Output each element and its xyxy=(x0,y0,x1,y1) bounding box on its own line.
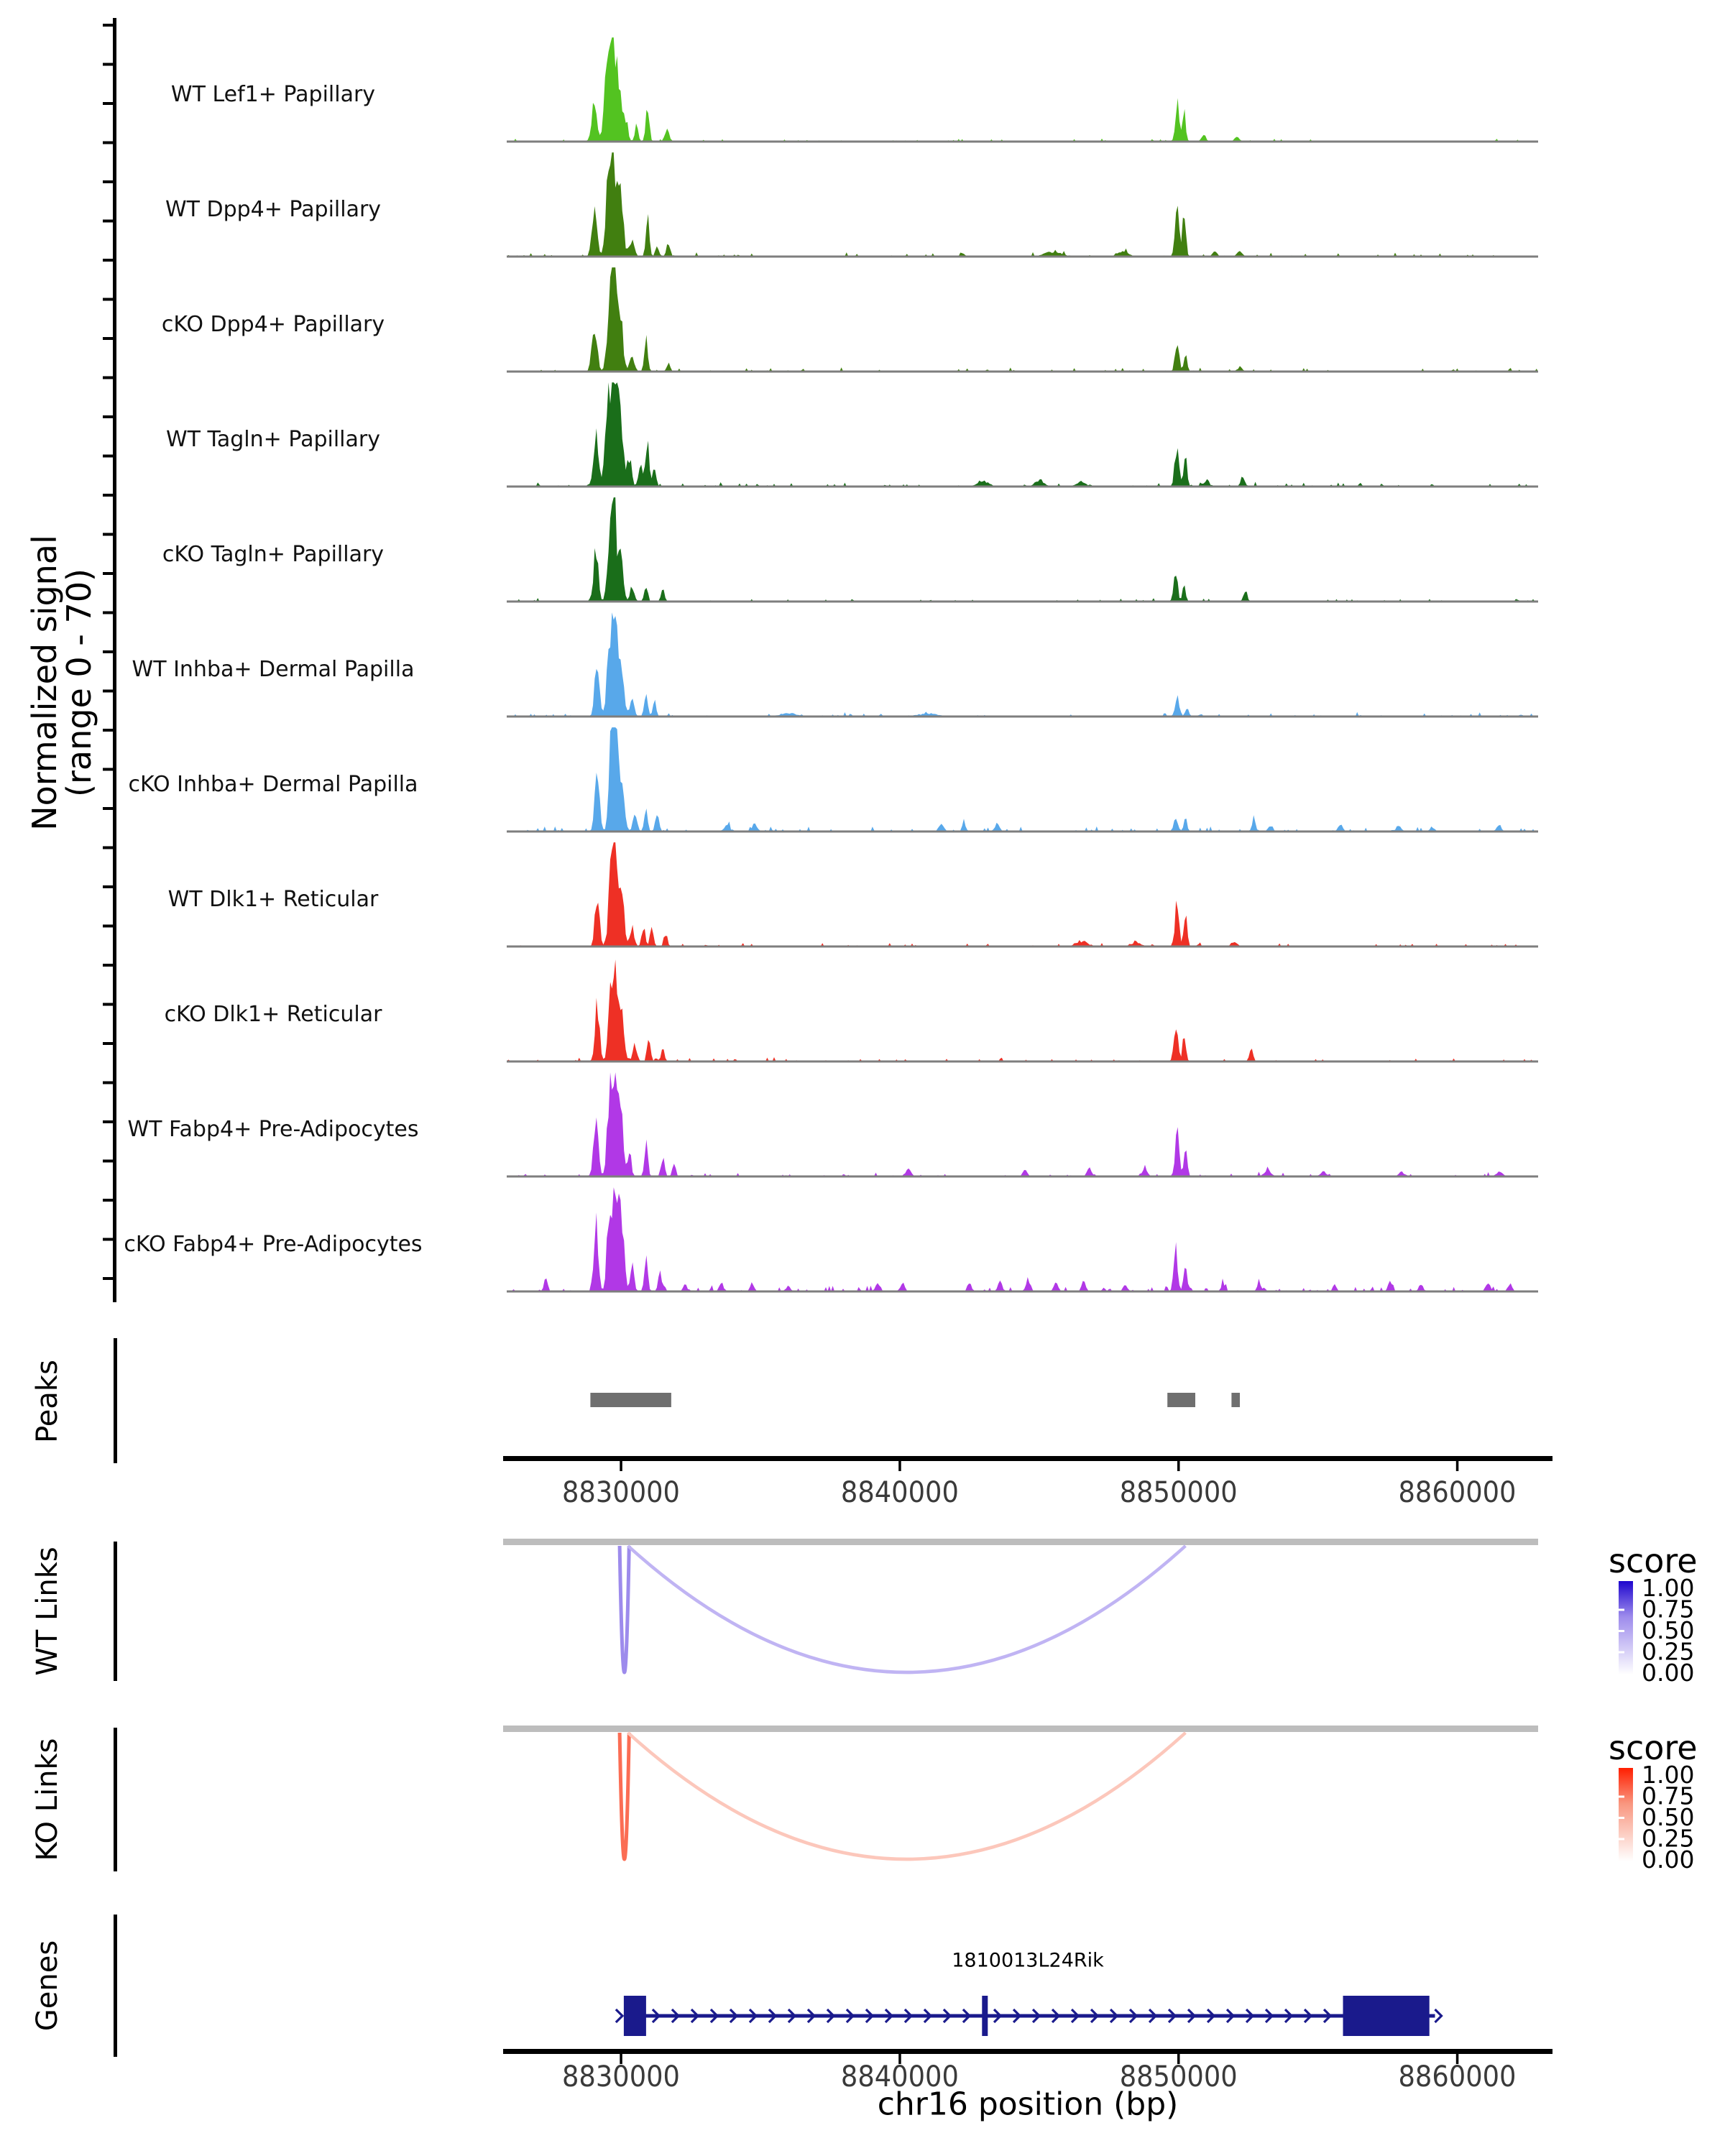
score-legend-tick-label: 0.00 xyxy=(1642,1659,1695,1687)
signal-area-track-10 xyxy=(507,1187,1538,1291)
y-axis-tick xyxy=(103,1003,113,1006)
y-axis-tick xyxy=(103,690,113,693)
signal-area-track-4 xyxy=(507,497,1538,602)
track-baseline xyxy=(507,1061,1538,1063)
track-label: WT Fabp4+ Pre-Adipocytes xyxy=(127,1117,419,1142)
y-axis-tick xyxy=(103,220,113,223)
score-legend-tick-label: 1.00 xyxy=(1642,1761,1695,1789)
y-axis-label-line1: Normalized signal xyxy=(25,535,64,831)
y-axis-tick xyxy=(103,1199,113,1202)
x-axis-tick xyxy=(620,1461,622,1471)
y-axis-tick xyxy=(103,650,113,653)
peak-interval xyxy=(1231,1393,1240,1407)
score-legend-tick-label: 0.25 xyxy=(1642,1637,1695,1666)
signal-area-track-5 xyxy=(507,612,1538,717)
signal-area-track-9 xyxy=(507,1072,1538,1176)
legend-bar-tick xyxy=(1619,1630,1624,1632)
y-axis-tick xyxy=(103,1277,113,1280)
y-axis-tick xyxy=(103,1120,113,1123)
ko-score-legend-title: score xyxy=(1609,1728,1698,1767)
score-legend-tick-label: 0.25 xyxy=(1642,1824,1695,1853)
score-legend-tick-label: 0.50 xyxy=(1642,1616,1695,1644)
track-baseline xyxy=(507,1291,1538,1293)
x-axis-tick-label: 8850000 xyxy=(1119,1476,1238,1509)
score-legend-tick-label: 0.75 xyxy=(1642,1595,1695,1623)
y-axis-tick xyxy=(103,925,113,928)
link-arc xyxy=(628,1546,1186,1672)
y-axis-label-line2: (range 0 - 70) xyxy=(60,568,98,797)
signal-area-track-8 xyxy=(507,959,1538,1061)
y-axis-tick xyxy=(103,729,113,732)
section-label-ko-links: KO Links xyxy=(31,1738,64,1861)
x-axis-line xyxy=(503,2049,1552,2054)
signal-area-track-1 xyxy=(507,152,1538,257)
section-axis-spine xyxy=(114,1542,117,1681)
x-axis-tick-label: 8860000 xyxy=(1398,2060,1517,2093)
peak-interval xyxy=(590,1393,671,1407)
y-axis-tick xyxy=(103,807,113,810)
y-axis-tick xyxy=(103,415,113,418)
track-label: WT Tagln+ Papillary xyxy=(166,427,380,452)
track-baseline xyxy=(507,946,1538,948)
gene-exon xyxy=(624,1996,646,2036)
track-label: cKO Tagln+ Papillary xyxy=(162,542,385,567)
y-axis-tick xyxy=(103,63,113,66)
x-axis-tick-label: 8830000 xyxy=(562,2060,680,2093)
y-axis-tick xyxy=(103,885,113,888)
section-axis-spine xyxy=(114,1728,117,1871)
signal-area-track-2 xyxy=(507,267,1538,372)
y-axis-tick xyxy=(103,768,113,771)
y-axis-tick xyxy=(103,494,113,497)
section-axis-spine xyxy=(114,1338,117,1463)
gene-body-line xyxy=(624,2014,1435,2018)
track-label: WT Dlk1+ Reticular xyxy=(167,887,379,912)
y-axis-tick xyxy=(103,572,113,575)
y-axis-tick xyxy=(103,377,113,379)
score-legend-bar xyxy=(1619,1768,1633,1861)
x-axis-tick xyxy=(1456,1461,1459,1471)
track-label: WT Lef1+ Papillary xyxy=(170,82,376,107)
strand-chevron-icon xyxy=(616,2009,622,2022)
track-label: cKO Inhba+ Dermal Papilla xyxy=(128,772,418,797)
y-axis-tick xyxy=(103,259,113,262)
link-arc xyxy=(620,1733,629,1859)
peak-interval xyxy=(1167,1393,1195,1407)
y-axis-tick xyxy=(103,455,113,458)
y-axis-tick xyxy=(103,24,113,27)
link-arc xyxy=(620,1546,629,1672)
legend-bar-tick xyxy=(1619,1796,1624,1798)
y-axis-tick xyxy=(103,1042,113,1045)
y-axis-spine xyxy=(113,18,116,1302)
links-top-line xyxy=(503,1726,1538,1732)
y-axis-tick xyxy=(103,180,113,183)
legend-bar-tick xyxy=(1619,1838,1624,1841)
section-label-peaks: Peaks xyxy=(31,1360,64,1443)
y-axis-tick xyxy=(103,612,113,614)
legend-bar-tick xyxy=(1619,1609,1624,1611)
section-label-wt-links: WT Links xyxy=(31,1547,64,1676)
section-axis-spine xyxy=(114,1915,117,2057)
y-axis-tick xyxy=(103,533,113,536)
y-axis-tick xyxy=(103,847,113,849)
score-legend-tick-label: 1.00 xyxy=(1642,1574,1695,1602)
x-axis-label: chr16 position (bp) xyxy=(877,2086,1179,2123)
gene-name-label: 1810013L24Rik xyxy=(952,1949,1104,1972)
legend-bar-tick xyxy=(1619,1651,1624,1654)
y-axis-tick xyxy=(103,1082,113,1084)
x-axis-tick-label: 8860000 xyxy=(1398,1476,1517,1509)
track-baseline xyxy=(507,1176,1538,1178)
signal-area-track-7 xyxy=(507,842,1538,946)
track-label: cKO Dlk1+ Reticular xyxy=(164,1002,382,1027)
track-baseline xyxy=(507,256,1538,258)
wt-score-legend-title: score xyxy=(1609,1542,1698,1580)
track-label: WT Dpp4+ Papillary xyxy=(165,197,382,222)
x-axis-tick-label: 8850000 xyxy=(1119,2060,1238,2093)
y-axis-tick xyxy=(103,1160,113,1163)
strand-chevron-icon xyxy=(1435,2009,1442,2022)
signal-area-track-6 xyxy=(507,727,1538,831)
x-axis-tick-label: 8840000 xyxy=(840,2060,959,2093)
x-axis-tick xyxy=(1177,1461,1180,1471)
x-axis-tick xyxy=(898,1461,901,1471)
y-axis-tick xyxy=(103,1238,113,1241)
gene-exon xyxy=(982,1996,988,2036)
score-legend-tick-label: 0.50 xyxy=(1642,1803,1695,1831)
x-axis-tick-label: 8830000 xyxy=(562,1476,680,1509)
y-axis-tick xyxy=(103,964,113,967)
track-label: cKO Dpp4+ Papillary xyxy=(161,312,385,337)
section-label-genes: Genes xyxy=(31,1940,64,2032)
track-label: cKO Fabp4+ Pre-Adipocytes xyxy=(124,1232,423,1257)
y-axis-tick xyxy=(103,298,113,301)
track-baseline xyxy=(507,141,1538,143)
y-axis-tick xyxy=(103,337,113,340)
track-baseline xyxy=(507,831,1538,833)
signal-area-track-0 xyxy=(507,37,1538,142)
x-axis-tick-label: 8840000 xyxy=(840,1476,959,1509)
link-arc xyxy=(628,1733,1186,1859)
links-top-line xyxy=(503,1539,1538,1545)
score-legend-bar xyxy=(1619,1581,1633,1674)
track-baseline xyxy=(507,716,1538,718)
x-axis-line xyxy=(503,1456,1552,1461)
y-axis-tick xyxy=(103,102,113,105)
score-legend-tick-label: 0.75 xyxy=(1642,1782,1695,1810)
y-axis-tick xyxy=(103,142,113,144)
gene-exon xyxy=(1343,1996,1430,2036)
score-legend-tick-label: 0.00 xyxy=(1642,1846,1695,1874)
track-baseline xyxy=(507,371,1538,373)
track-label: WT Inhba+ Dermal Papilla xyxy=(132,657,415,682)
legend-bar-tick xyxy=(1619,1817,1624,1819)
track-baseline xyxy=(507,486,1538,488)
track-baseline xyxy=(507,601,1538,603)
signal-area-track-3 xyxy=(507,382,1538,487)
